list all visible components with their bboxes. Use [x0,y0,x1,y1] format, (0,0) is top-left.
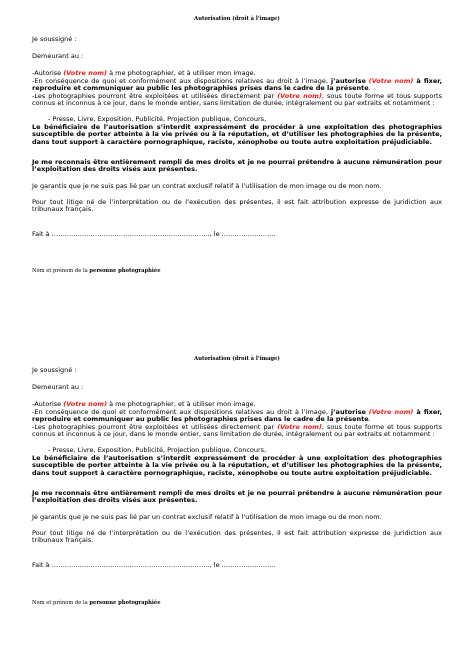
consequence-bold-text: à fixer, reproduire et communiquer au public les photographies prises dans le cadre de la présente [32,408,443,424]
rights-paragraph: Je me reconnais être entièrement rempli de mes droits et je ne pourrai prétendre à aucune rémunération pour l’exploitation des droits visés aux présentes. [32,489,442,505]
consequence-authorize: j’autorise [330,408,366,416]
consequence-end: . [368,415,371,424]
authorize-text-end: à me photographier, et à utiliser mon image. [107,69,256,77]
photos-text: -Les photographies pourront être exploitées et utilisées directement par [32,423,278,431]
consequence-paragraph [32,78,442,93]
signature-caption [32,600,161,606]
photos-text-end: , sous toute forme et tous supports connus et inconnus à ce jour, dans le monde entier, sans limitation de durée, intégralement ou par extraits et notamment : [32,92,442,108]
your-name-placeholder: (Votre nom) [277,423,322,431]
consequence-paragraph [32,409,442,424]
usage-list-item: - Presse, Livre, Exposition, Publicité, Projection publique, Concours, [48,446,267,454]
authorize-text-end: à me photographier, et à utiliser mon image. [107,400,256,408]
consequence-text: -En conséquence de quoi et conformément aux dispositions relatives au droit à l’image, [32,408,331,416]
beneficiary-paragraph: Le bénéficiaire de l’autorisation s’interdit expressément de procéder à une exploitation des photographies susceptible de porter atteinte à la vie privée ou à la réputation, et d’utiliser les photographies de la présente, dans tout support à caractère pornographique, raciste, xénophobe ou toute autre exploitation préjudiciable. [32,454,442,477]
your-name-placeholder: (Votre nom) [277,92,322,100]
consequence-authorize: j’autorise [330,77,366,85]
signature-caption [32,268,161,274]
usage-list-item: - Presse, Livre, Exposition, Publicité, Projection publique, Concours, [48,115,267,123]
signature-prefix: Nom et prénom de la [32,600,90,606]
your-name-placeholder: (Votre nom) [368,408,414,416]
photos-paragraph [32,424,442,439]
signature-prefix: Nom et prénom de la [32,268,90,274]
jurisdiction-paragraph: Pour tout litige né de l’interprétation ou de l’exécution des présentes, il est fait attribution expresse de juridiction aux tribunaux français. [32,529,442,545]
signature-bold: personne photographiée [89,600,161,606]
photos-text-end: , sous toute forme et tous supports connus et inconnus à ce jour, dans le monde entier, sans limitation de durée, intégralement ou par extraits et notamment : [32,423,442,439]
guarantee-paragraph: Je garantis que je ne suis pas lié par un contrat exclusif relatif à l’utilisation de mon image ou de mon nom. [32,182,382,190]
demeurant-label: Demeurant au : [32,52,84,60]
je-soussigne-label: Je soussigné : [32,366,77,374]
rights-paragraph: Je me reconnais être entièrement rempli de mes droits et je ne pourrai prétendre à aucune rémunération pour l’exploitation des droits visés aux présentes. [32,158,442,174]
form-title: Autorisation (droit à l’image) [194,356,280,362]
authorize-text: -Autorise [32,400,64,408]
consequence-bold-text: à fixer, reproduire et communiquer au public les photographies prises dans le cadre de la présente [32,77,443,93]
your-name-placeholder: (Votre nom) [368,77,414,85]
your-name-placeholder: (Votre nom) [63,69,108,77]
authorize-text: -Autorise [32,69,64,77]
consequence-end: . [368,84,371,93]
demeurant-label: Demeurant au : [32,383,84,391]
consequence-text: -En conséquence de quoi et conformément aux dispositions relatives au droit à l’image, [32,77,331,85]
place-date-line: Fait à ………………………………………………………………., le ……………………. [32,230,276,238]
beneficiary-paragraph: Le bénéficiaire de l’autorisation s’interdit expressément de procéder à une exploitation des photographies susceptible de porter atteinte à la vie privée ou à la réputation, et d’utiliser les photographies de la présente, dans tout support à caractère pornographique, raciste, xénophobe ou toute autre exploitation préjudiciable. [32,123,442,146]
guarantee-paragraph: Je garantis que je ne suis pas lié par un contrat exclusif relatif à l’utilisation de mon image ou de mon nom. [32,513,382,521]
photos-paragraph [32,93,442,108]
form-title: Autorisation (droit à l’image) [194,16,280,22]
signature-bold: personne photographiée [89,268,161,274]
place-date-line: Fait à ………………………………………………………………., le ……………………. [32,561,276,569]
photos-text: -Les photographies pourront être exploitées et utilisées directement par [32,92,278,100]
your-name-placeholder: (Votre nom) [63,400,108,408]
je-soussigne-label: Je soussigné : [32,35,77,43]
jurisdiction-paragraph: Pour tout litige né de l’interprétation ou de l’exécution des présentes, il est fait attribution expresse de juridiction aux tribunaux français. [32,198,442,214]
